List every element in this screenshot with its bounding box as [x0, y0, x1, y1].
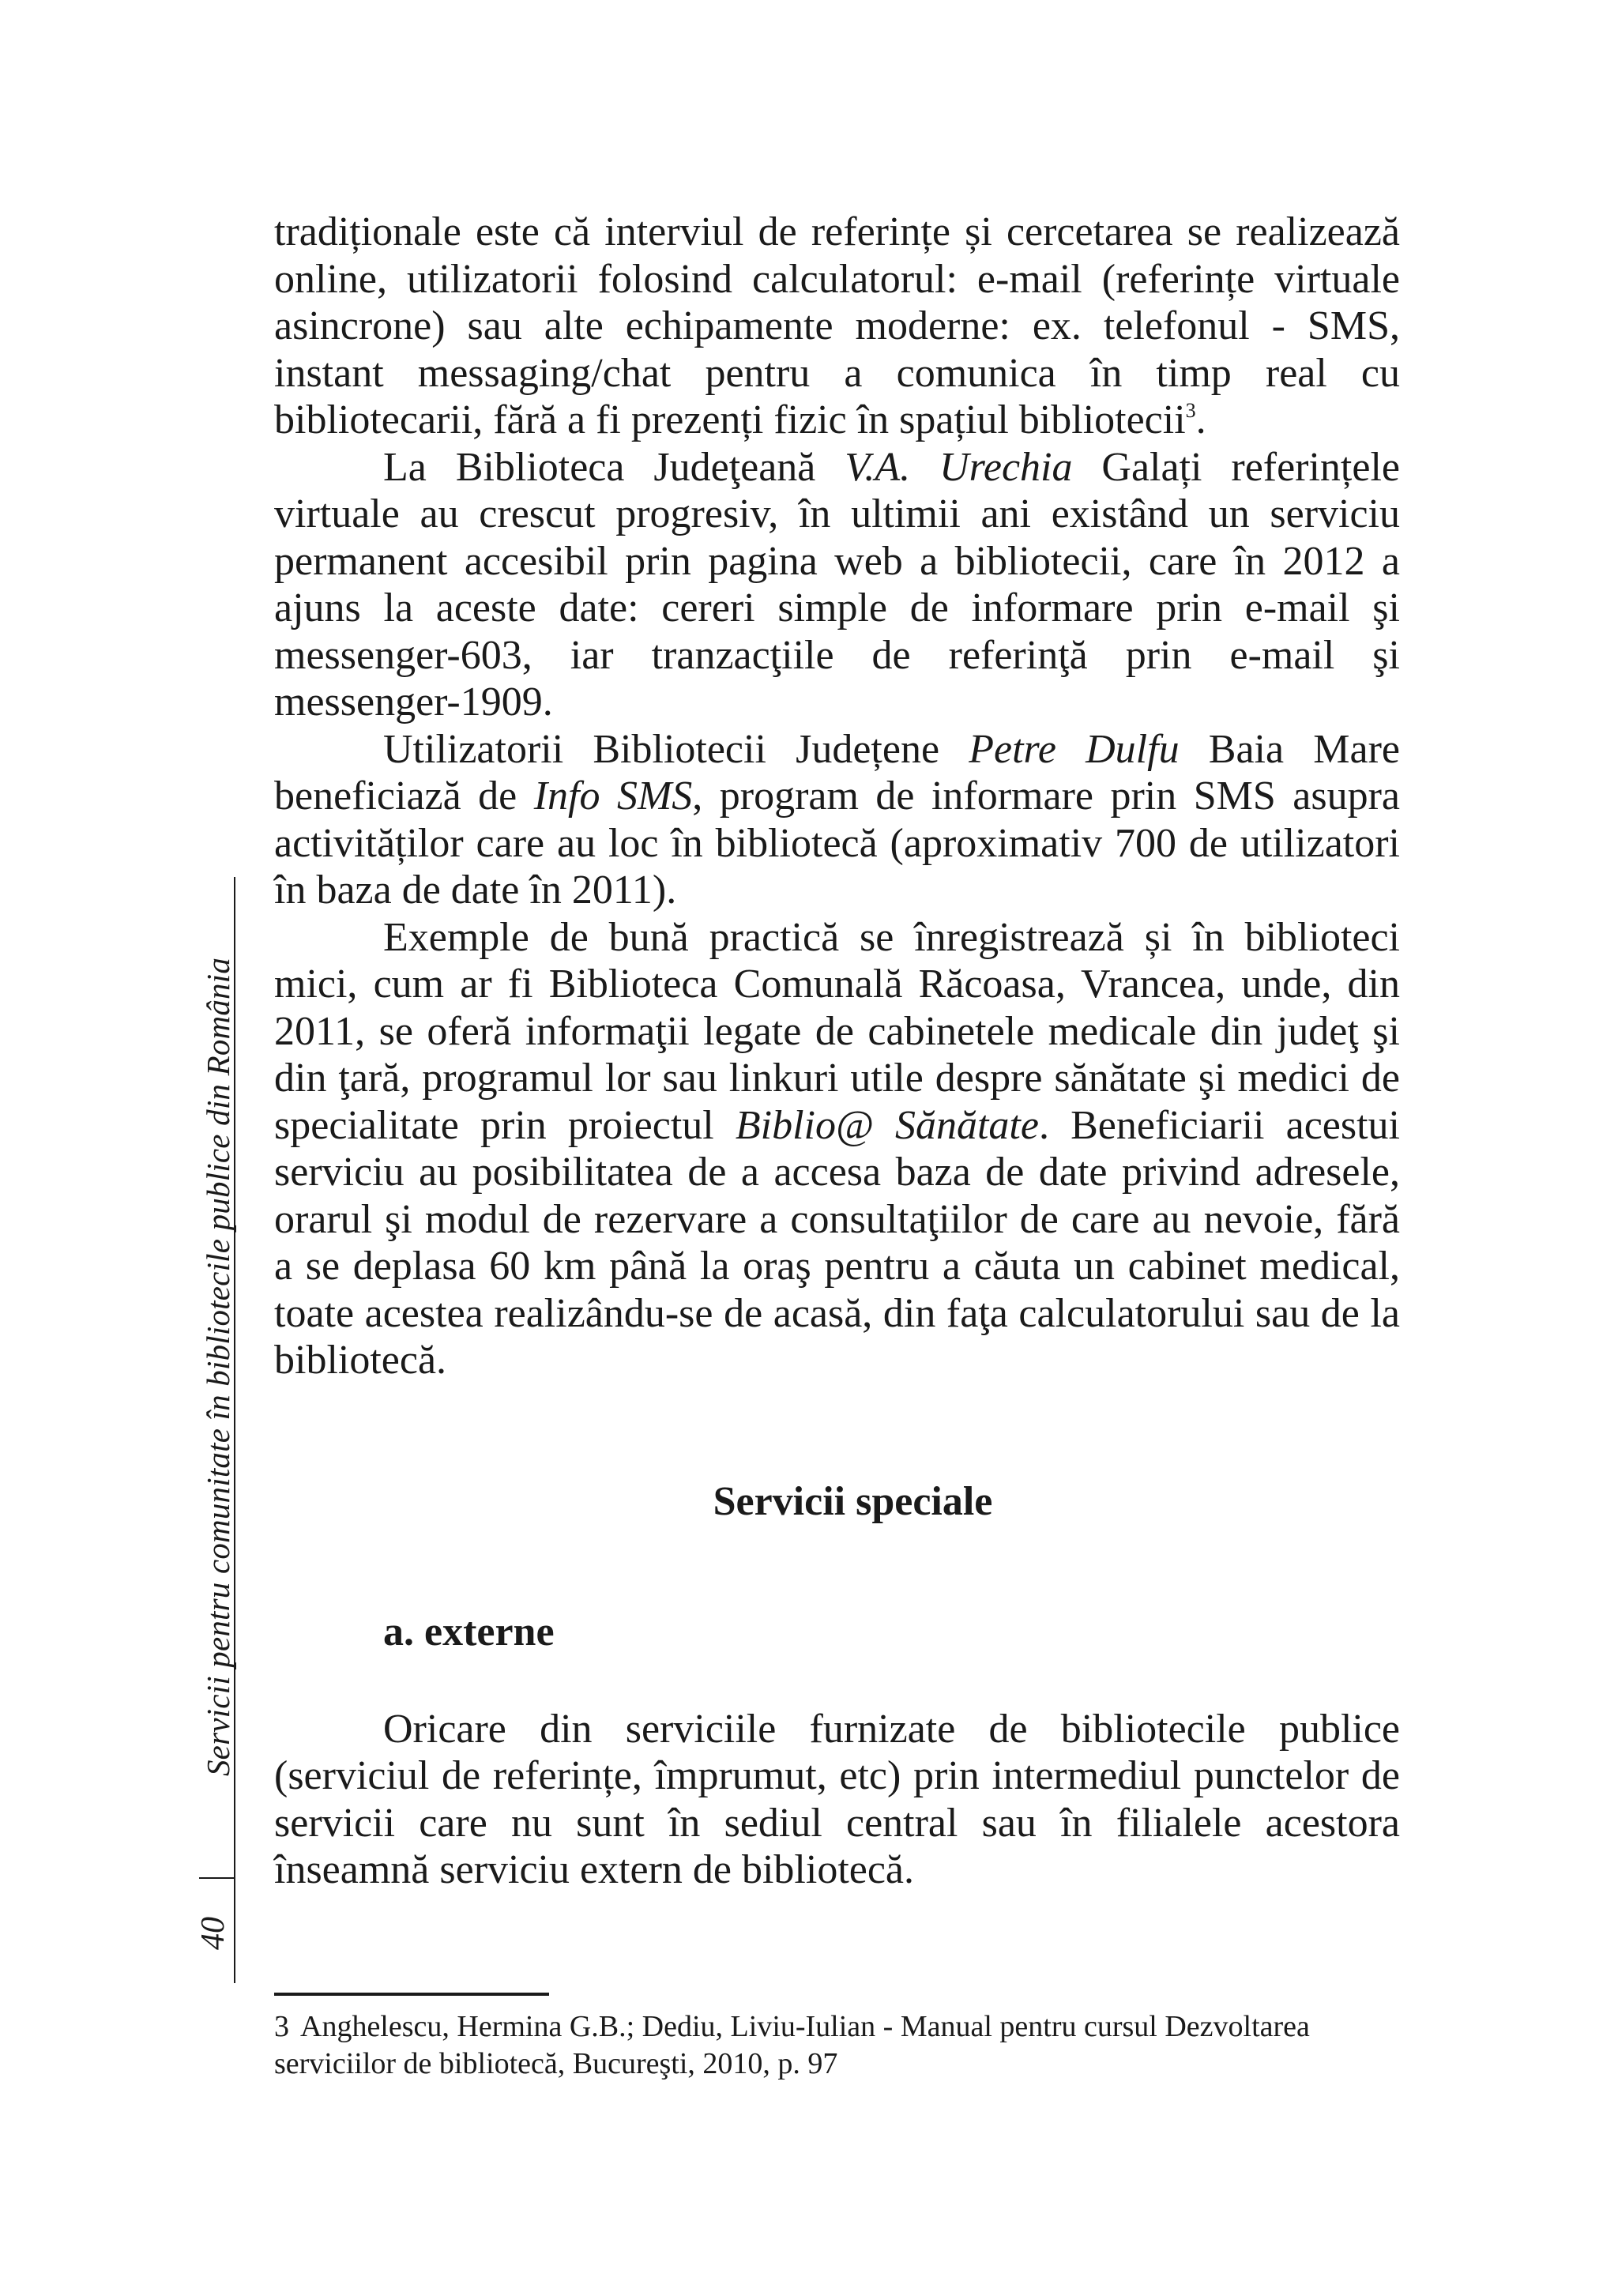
- page-number: [194, 1890, 232, 1977]
- paragraph-4: Exemple de bună practică se înregistrează și în biblioteci mici, cum ar fi Biblioteca Comunală Răcoasa, Vrancea, unde, din 2011, se oferă informaţii legate de cabinetele medicale din judeţ şi din ţară, programul lor sau linkuri utile despre sănătate şi medici de specialitate prin proiectul Biblio@ Sănătate. Beneficiarii acestui serviciu au posibilitatea de a accesa baza de date privind adresele, orarul şi modul de rezervare a consultaţiilor de care au nevoie, fără a se deplasa 60 km până la oraş pentru a căuta un cabinet medical, toate acestea realizându-se de acasă, din faţa calculatorului sau de la bibliotecă.: [274, 914, 1401, 1383]
- paragraph-2: La Biblioteca Judeţeană V.A. Urechia Galați referințele virtuale au crescut progresiv, în ultimii ani existând un serviciu permanent accesibil prin pagina web a bibliotecii, care în 2012 a ajuns la aceste date: cereri simple de informare prin e-mail şi messenger-603, iar tranzacţiile de referinţă prin e-mail şi messenger-1909.: [274, 444, 1400, 725]
- footnote-text: Anghelescu, Hermina G.B.; Dediu, Liviu-Iulian - Manual pentru cursul Dezvoltarea serviciilor de bibliotecă, Bucureşti, 2010, p. 97: [274, 2010, 1310, 2080]
- page-number-rule: [199, 1877, 234, 1879]
- page-number-text: 40: [195, 1917, 231, 1950]
- paragraph-1: tradiționale este că interviul de referințe și cercetarea se realizează online, utilizatorii folosind calculatorul: e-mail (referințe virtuale asincrone) sau alte echipamente moderne: ex. telefonul - SMS, instant messaging/chat pentru a comunica în timp real cu bibliotecarii, fără a fi prezenți fizic în spațiul bibliotecii$^3$.: [274, 209, 1400, 442]
- footnote: [274, 2008, 1400, 2083]
- footnote-number: 3: [274, 2010, 289, 2043]
- footnote-separator: [274, 1993, 549, 1996]
- subsection-title: a. externe: [383, 1609, 555, 1654]
- footnote-reference: 3: [1185, 399, 1196, 422]
- running-header-text: Servicii pentru comunitate în bibliotecile publice din România: [200, 957, 237, 1777]
- running-header: [200, 877, 237, 1857]
- paragraph-3: Utilizatorii Bibliotecii Județene Petre Dulfu Baia Mare beneficiază de Info SMS, program de informare prin SMS asupra activităților care au loc în bibliotecă (aproximativ 700 de utilizatori în baza de date în 2011).: [274, 726, 1400, 913]
- section-title: Servicii speciale: [713, 1478, 993, 1524]
- paragraph-5: Oricare din serviciile furnizate de bibliotecile publice (serviciul de referințe, împrumut, etc) prin intermediul punctelor de servicii care nu sunt în sediul central sau în filialele acestora înseamnă serviciu extern de bibliotecă.: [274, 1706, 1400, 1892]
- main-text: [274, 209, 1400, 1894]
